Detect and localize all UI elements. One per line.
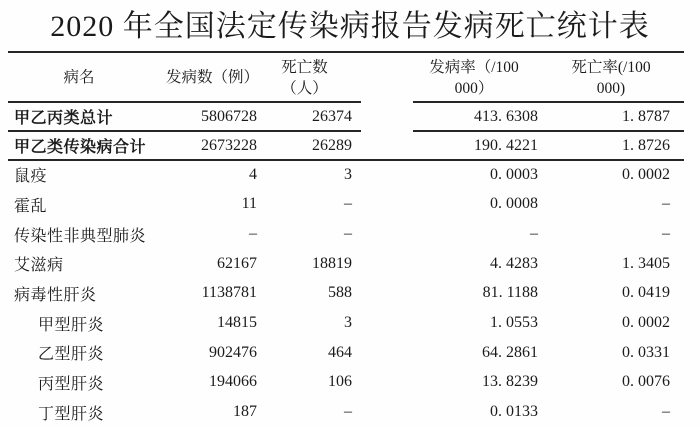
col-header-deaths bbox=[257, 53, 352, 102]
incidence-rate-cell: 190. 4221 bbox=[474, 136, 538, 154]
cases-cell: 2673228 bbox=[201, 136, 257, 154]
cases-cell: 5806728 bbox=[201, 107, 257, 125]
death-rate-cell: 1. 8787 bbox=[622, 107, 670, 125]
death-rate-cell: 0. 0419 bbox=[622, 284, 670, 302]
incidence-rate-cell: 4. 4283 bbox=[490, 254, 538, 272]
table-row-sars bbox=[8, 219, 684, 249]
table-row-hepatitis-b bbox=[8, 338, 684, 368]
col-header-incidence-rate bbox=[352, 53, 538, 102]
page-title: 2020 年全国法定传染病报告发病死亡统计表 bbox=[50, 10, 650, 43]
deaths-cell: 588 bbox=[328, 284, 352, 302]
col-header-deaths-line1: 死亡数 bbox=[281, 58, 328, 76]
infectious-disease-stats-table bbox=[8, 53, 684, 427]
deaths-cell: 26289 bbox=[312, 136, 352, 154]
table-row-total-abc bbox=[8, 102, 684, 131]
deaths-cell: 18819 bbox=[312, 254, 352, 272]
table-row-total-ab bbox=[8, 131, 684, 160]
incidence-rate-cell: 413. 6308 bbox=[474, 107, 538, 125]
disease-name-cell: 甲型肝炎 bbox=[38, 316, 105, 334]
disease-name-cell: 丁型肝炎 bbox=[38, 405, 105, 423]
death-rate-cell: – bbox=[662, 195, 670, 213]
death-rate-cell: 0. 0331 bbox=[622, 343, 670, 361]
disease-name-cell: 乙型肝炎 bbox=[38, 346, 105, 364]
table-row-aids bbox=[8, 249, 684, 279]
cases-cell: 194066 bbox=[209, 373, 257, 391]
incidence-rate-cell: 1. 0553 bbox=[490, 314, 538, 332]
table-row-hepatitis-d bbox=[8, 397, 684, 427]
disease-name-cell: 艾滋病 bbox=[14, 257, 64, 275]
table-row-cholera bbox=[8, 190, 684, 220]
disease-name-cell: 甲乙类传染病合计 bbox=[14, 139, 147, 156]
col-header-death-rate-line2: 000) bbox=[596, 79, 626, 97]
death-rate-cell: 1. 3405 bbox=[622, 254, 670, 272]
deaths-cell: 26374 bbox=[312, 107, 352, 125]
col-header-disease-name bbox=[8, 53, 150, 102]
col-header-cases bbox=[150, 53, 260, 102]
deaths-cell: 3 bbox=[344, 314, 352, 332]
death-rate-cell: – bbox=[662, 403, 670, 421]
disease-name-cell: 丙型肝炎 bbox=[38, 375, 105, 393]
incidence-rate-cell: – bbox=[530, 225, 538, 243]
incidence-rate-cell: 0. 0133 bbox=[490, 403, 538, 421]
cases-cell: 187 bbox=[233, 403, 257, 421]
table-row-viral-hepatitis bbox=[8, 279, 684, 309]
header-row bbox=[8, 53, 684, 102]
deaths-cell: – bbox=[344, 225, 352, 243]
deaths-cell: – bbox=[344, 403, 352, 421]
cases-cell: 11 bbox=[241, 195, 257, 213]
disease-name-cell: 病毒性肝炎 bbox=[14, 286, 97, 304]
incidence-rate-cell: 0. 0003 bbox=[490, 165, 538, 183]
death-rate-cell: 0. 0076 bbox=[622, 373, 670, 391]
incidence-rate-cell: 13. 8239 bbox=[482, 373, 538, 391]
cases-cell: 902476 bbox=[209, 343, 257, 361]
death-rate-cell: 0. 0002 bbox=[622, 165, 670, 183]
incidence-rate-cell: 0. 0008 bbox=[490, 195, 538, 213]
col-header-death-rate-line1: 死亡率(/100 bbox=[571, 58, 651, 76]
disease-name-cell: 鼠疫 bbox=[14, 168, 48, 186]
table-row-plague bbox=[8, 160, 684, 190]
table-row-hepatitis-a bbox=[8, 308, 684, 338]
death-rate-cell: 1. 8726 bbox=[622, 136, 670, 154]
deaths-cell: 464 bbox=[328, 343, 352, 361]
cases-cell: 14815 bbox=[217, 314, 257, 332]
disease-name-cell: 霍乱 bbox=[14, 197, 48, 215]
disease-name-cell: 传染性非典型肺炎 bbox=[14, 227, 147, 245]
disease-name-cell: 甲乙丙类总计 bbox=[14, 110, 114, 127]
col-header-disease-name-label: 病名 bbox=[63, 69, 95, 86]
cases-cell: 62167 bbox=[217, 254, 257, 272]
col-header-incidence-line1: 发病率（/100 bbox=[429, 58, 519, 76]
incidence-rate-cell: 81. 1188 bbox=[482, 284, 538, 302]
incidence-rate-cell: 64. 2861 bbox=[482, 343, 538, 361]
col-header-incidence-line2: 000） bbox=[454, 79, 494, 97]
col-header-cases-label: 发病数（例） bbox=[166, 69, 260, 86]
deaths-cell: – bbox=[344, 195, 352, 213]
col-header-deaths-line2: （人） bbox=[281, 79, 328, 97]
deaths-cell: 3 bbox=[344, 165, 352, 183]
deaths-cell: 106 bbox=[328, 373, 352, 391]
cases-cell: 1138781 bbox=[201, 284, 257, 302]
cases-cell: – bbox=[249, 225, 257, 243]
death-rate-cell: 0. 0002 bbox=[622, 314, 670, 332]
cases-cell: 4 bbox=[249, 165, 257, 183]
death-rate-cell: – bbox=[662, 225, 670, 243]
table-row-hepatitis-c bbox=[8, 368, 684, 398]
col-header-death-rate bbox=[538, 53, 684, 102]
